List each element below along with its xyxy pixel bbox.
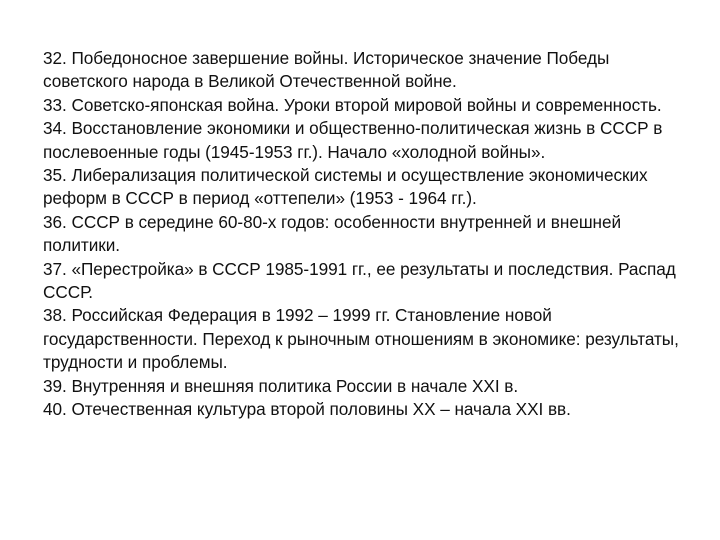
list-item: 33. Советско-японская война. Уроки второй мировой войны и современность. bbox=[43, 94, 662, 115]
list-item: 37. «Перестройка» в СССР 1985-1991 гг., ее результаты и последствия. Распад СССР. bbox=[43, 258, 676, 303]
list-item: 32. Победоносное завершение войны. Историческое значение Победы советского народа в Великой Отечественной войне. bbox=[43, 48, 610, 92]
list-item: 36. СССР в середине 60-80-х годов: особенности внутренней и внешней политики. bbox=[43, 211, 622, 256]
list-item: 40. Отечественная культура второй половины XX – начала XXI вв. bbox=[43, 399, 571, 420]
list-item: 35. Либерализация политической системы и осуществление экономических реформ в СССР в период «оттепели» (1953 - 1964 гг.). bbox=[43, 165, 648, 209]
exam-questions-list bbox=[43, 47, 683, 422]
list-item: 34. Восстановление экономики и общественно-политическая жизнь в СССР в послевоенные годы (1945-1953 гг.). Начало «холодной войны». bbox=[43, 118, 663, 162]
list-item: 38. Российская Федерация в 1992 – 1999 гг. Становление новой государственности. Переход к рыночным отношениям в экономике: результаты, трудности и проблемы. bbox=[43, 305, 679, 373]
list-item: 39. Внутренняя и внешняя политика России в начале XXI в. bbox=[43, 375, 519, 396]
